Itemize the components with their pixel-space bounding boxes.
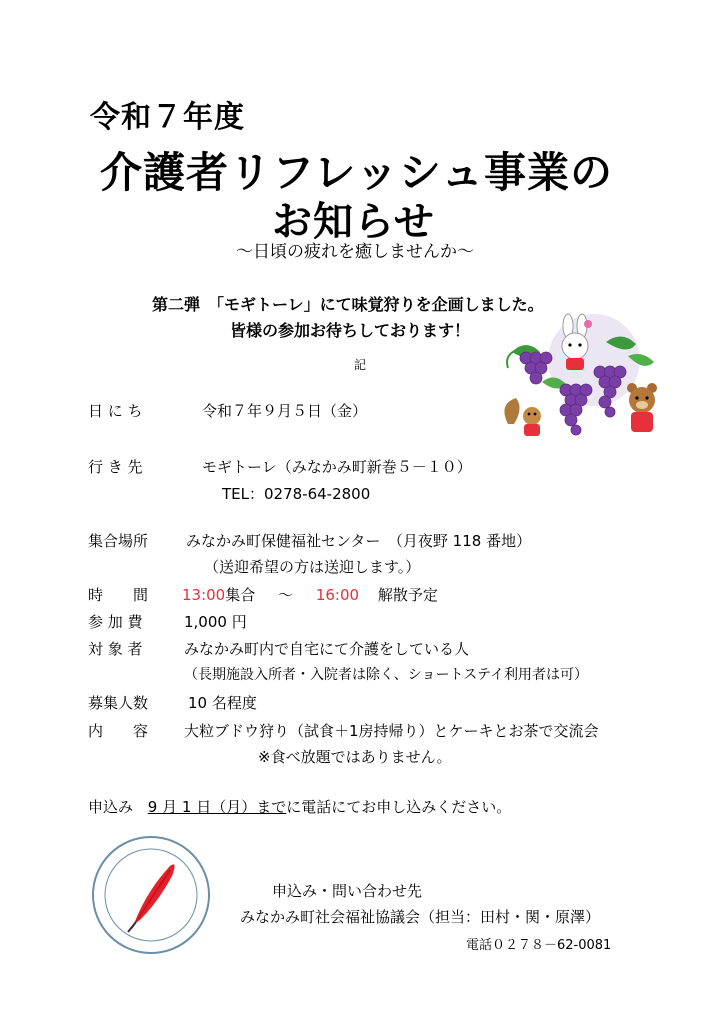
lead-line2: 皆様の参加お待ちしております！ [230, 321, 471, 340]
date-value: 令和７年９月５日（金） [202, 402, 368, 420]
content-value: 大粒ブドウ狩り（試食＋1房持帰り）とケーキとお茶で交流会 [184, 722, 599, 740]
meeting-label: 集合場所 [88, 532, 149, 550]
destination-value: モギトーレ（みなかみ町新巻５－１０） [202, 458, 472, 476]
fee-label: 参 加 費 [88, 613, 143, 631]
page-title-line1: 介護者リフレッシュ事業の [100, 148, 614, 197]
meeting-value: みなかみ町保健福祉センター （月夜野 118 番地） [186, 532, 532, 550]
fee-value: 1,000 円 [184, 613, 247, 631]
destination-label: 行 き 先 [88, 458, 143, 476]
target-note: （長期施設入所者・入院者は除く、ショートステイ利用者は可） [184, 667, 589, 683]
bear-icon [627, 383, 657, 432]
year-heading: 令和７年度 [90, 100, 245, 135]
time-value [182, 584, 438, 605]
content-label: 内 容 [88, 722, 149, 740]
page-title-line2: お知らせ [272, 199, 435, 245]
contact-phone: 電話０２７８－62-0081 [466, 938, 612, 953]
capacity-value: 10 名程度 [188, 694, 257, 712]
target-value: みなかみ町内で自宅にて介護をしている人 [184, 640, 470, 658]
apply-deadline: 9 月 1 日（月）まで [147, 798, 287, 816]
ki-mark: 記 [354, 358, 367, 372]
target-label: 対 象 者 [88, 640, 143, 658]
grape-picking-illustration [502, 312, 674, 444]
time-label: 時 間 [88, 586, 149, 604]
subtitle: ～日頃の疲れを癒しませんか～ [236, 242, 474, 262]
capacity-label: 募集人数 [88, 694, 149, 712]
date-label: 日 に ち [88, 402, 143, 420]
end-suffix: 解散予定 [377, 586, 438, 604]
start-suffix: 集合 [225, 586, 256, 604]
destination-tel: TEL：0278-64-2800 [222, 485, 371, 503]
squirrel-icon [504, 398, 541, 436]
contact-heading: 申込み・問い合わせ先 [272, 882, 423, 900]
meeting-note: （送迎希望の方は送迎します。） [204, 558, 421, 576]
apply-line [88, 796, 511, 817]
apply-suffix: に電話にてお申し込みください。 [286, 798, 512, 816]
end-time: 16:00 [315, 586, 360, 604]
content-note: ※食べ放題ではありません。 [258, 748, 452, 766]
lead-line1: 第二弾 「モギトーレ」にて味覚狩りを企画しました。 [152, 295, 544, 314]
red-feather-logo [88, 832, 214, 958]
apply-prefix: 申込み [88, 798, 134, 816]
start-time: 13:00 [182, 586, 226, 604]
time-separator: ～ [278, 586, 294, 604]
contact-org: みなかみ町社会福祉協議会（担当：田村・関・原澤） [240, 908, 601, 926]
